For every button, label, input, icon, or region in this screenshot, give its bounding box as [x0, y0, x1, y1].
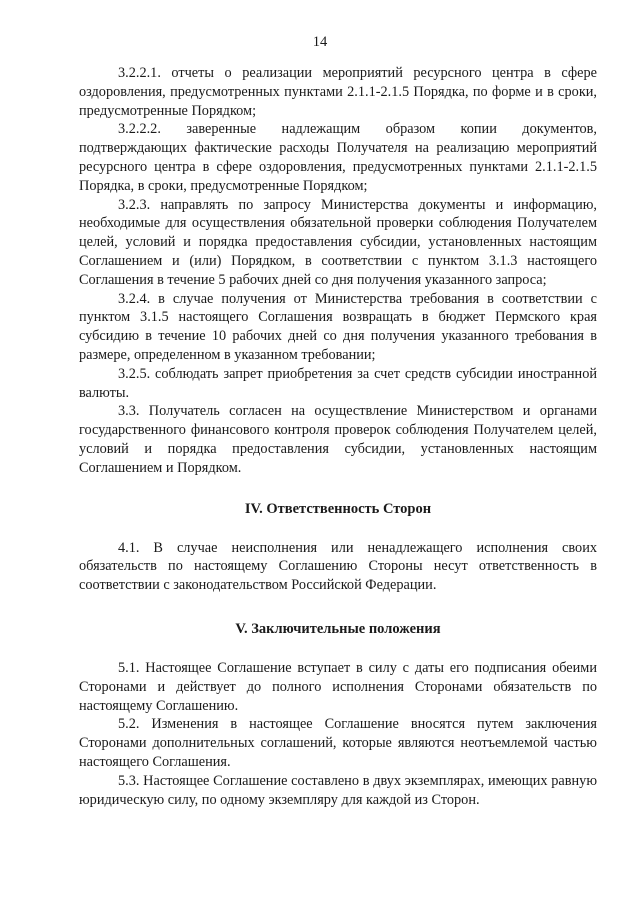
paragraph-3-2-4: 3.2.4. в случае получения от Министерства требования в соответствии с пунктом 3.1.5 настоящего Соглашения возвращать в бюджет Пермского края субсидию в течение 10 рабочих дней со дня получения указанного требования в размере, определенном в указанном требовании; [79, 290, 597, 363]
paragraph-3-3: 3.3. Получатель согласен на осуществление Министерством и органами государственного финансового контроля проверок соблюдения Получателем целей, условий и порядка предоставления субсидии, установленных настоящим Соглашением и Порядком. [79, 403, 597, 476]
paragraph-5-3: 5.3. Настоящее Соглашение составлено в двух экземплярах, имеющих равную юридическую силу, по одному экземпляру для каждой из Сторон. [79, 772, 597, 808]
paragraph-3-2-2-2: 3.2.2.2. заверенные надлежащим образом копии документов, подтверждающих фактические расходы Получателя на реализацию мероприятий ресурсного центра в сфере оздоровления, предусмотренных пунктами 2.1.1-2.1.5 Порядка, в сроки, предусмотренные Порядком; [79, 121, 597, 194]
paragraph-3-2-3: 3.2.3. направлять по запросу Министерства документы и информацию, необходимые для осуществления обязательной проверки соблюдения Получателем целей, условий и порядка предоставления субсидии, установленных настоящим Соглашением и (или) Порядком, в соответствии с пунктом 3.1.3 настоящего Соглашения в течение 5 рабочих дней со дня получения указанного запроса; [79, 196, 597, 288]
section-v-heading: V. Заключительные положения [235, 620, 441, 637]
paragraph-5-2: 5.2. Изменения в настоящее Соглашение вносятся путем заключения Сторонами дополнительных соглашений, которые являются неотъемлемой частью настоящего Соглашения. [79, 716, 597, 770]
document-body [79, 64, 597, 809]
paragraph-5-1: 5.1. Настоящее Соглашение вступает в силу с даты его подписания обеими Сторонами и действует до полного исполнения Сторонами обязательств по настоящему Соглашению. [79, 659, 597, 714]
page-number: 14 [312, 34, 328, 50]
paragraph-3-2-5: 3.2.5. соблюдать запрет приобретения за счет средств субсидии иностранной валюты. [79, 365, 597, 401]
paragraph-4-1: 4.1. В случае неисполнения или ненадлежащего исполнения своих обязательств по настоящему Соглашению Стороны несут ответственность в соответствии с законодательством Российской Федерации. [79, 539, 597, 594]
paragraph-3-2-2-1: 3.2.2.1. отчеты о реализации мероприятий ресурсного центра в сфере оздоровления, предусмотренных пунктами 2.1.1-2.1.5 Порядка, по форме и в сроки, предусмотренные Порядком; [79, 65, 597, 119]
section-iv-heading: IV. Ответственность Сторон [244, 500, 432, 517]
